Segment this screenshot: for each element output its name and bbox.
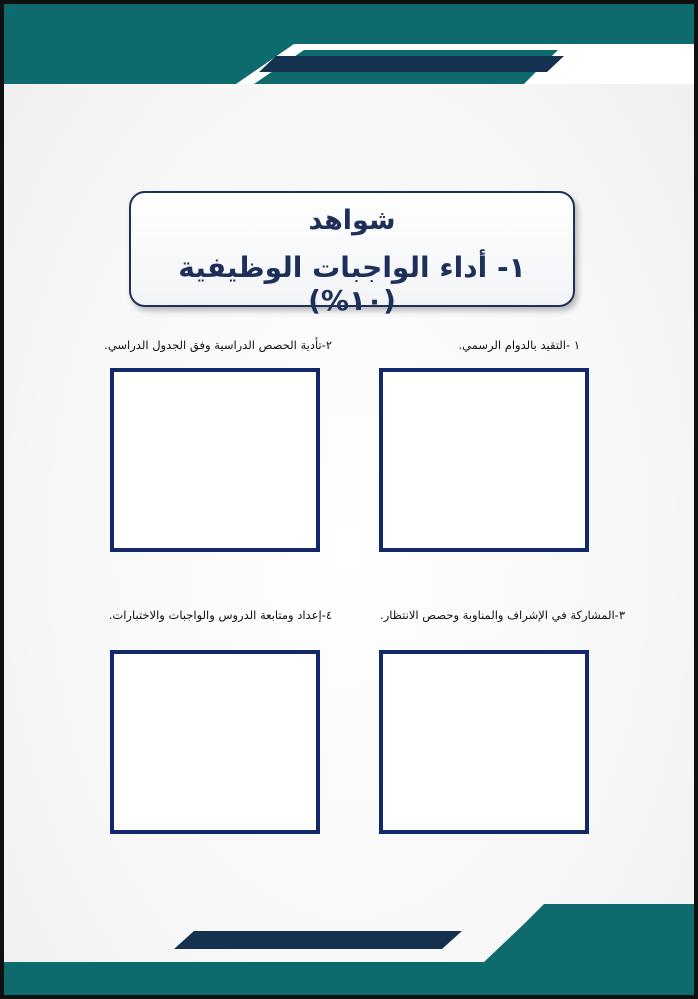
page — [4, 4, 694, 995]
evidence-box-2[interactable] — [110, 368, 320, 552]
evidence-label-4: ٤-إعداد ومتابعة الدروس والواجبات والاختبارات. — [108, 608, 332, 622]
bottom-decorative-band — [4, 904, 694, 995]
top-decorative-band — [4, 4, 694, 94]
evidence-box-4[interactable] — [110, 650, 320, 834]
evidence-label-3: ٣-المشاركة في الإشراف والمناوبة وحصص الانتظار. — [380, 608, 625, 622]
evidence-box-3[interactable] — [379, 650, 589, 834]
evidence-box-1[interactable] — [379, 368, 589, 552]
title-box — [129, 191, 575, 317]
evidence-label-1: ١ -التقيد بالدوام الرسمي. — [458, 338, 580, 352]
title-subheading: ١- أداء الواجبات الوظيفية (١٠%) — [178, 251, 526, 317]
evidence-label-2: ٢-تأدية الحصص الدراسية وفق الجدول الدراسي. — [104, 338, 332, 352]
title-heading: شواهد — [308, 205, 396, 236]
